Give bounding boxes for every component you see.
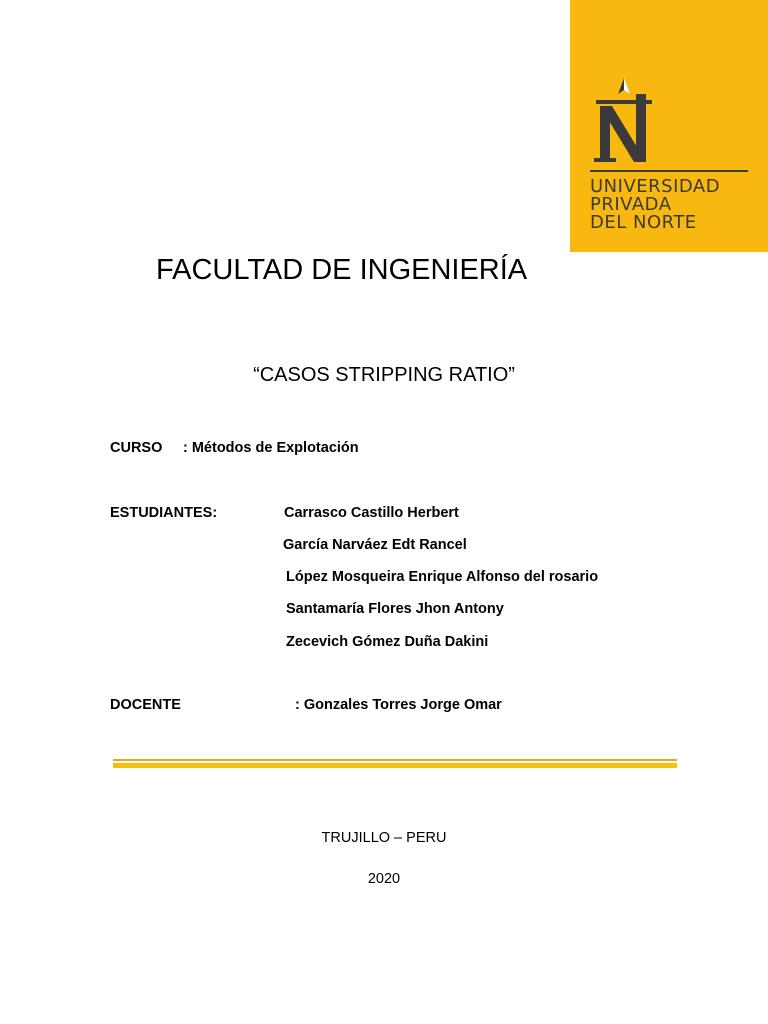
teacher-label: DOCENTE [110,697,181,713]
university-name-line-1: UNIVERSIDAD [590,176,721,197]
year: 2020 [367,871,401,887]
upn-n-logo-icon [592,72,656,168]
university-name-line-3: DEL NORTE [590,212,697,233]
university-name [590,178,720,232]
faculty-heading: FACULTAD DE INGENIERÍA [156,254,528,286]
logo-divider [590,170,748,172]
teacher-value: : Gonzales Torres Jorge Omar [295,697,502,713]
student-name: Santamaría Flores Jhon Antony [286,601,504,617]
university-logo [570,0,768,252]
course-value: : Métodos de Explotación [183,440,359,456]
students-label: ESTUDIANTES: [110,505,218,521]
document-title: “CASOS STRIPPING RATIO” [253,364,515,386]
university-name-line-2: PRIVADA [590,194,672,215]
divider-line-thick [113,763,677,768]
student-name: López Mosqueira Enrique Alfonso del rosario [286,569,599,585]
student-name: Zecevich Gómez Duña Dakini [286,634,489,650]
city-country: TRUJILLO – PERU [321,830,447,846]
student-name: Carrasco Castillo Herbert [284,505,459,521]
divider-line-thin [113,759,677,761]
course-label: CURSO [110,440,163,456]
student-name: García Narváez Edt Rancel [283,537,467,553]
